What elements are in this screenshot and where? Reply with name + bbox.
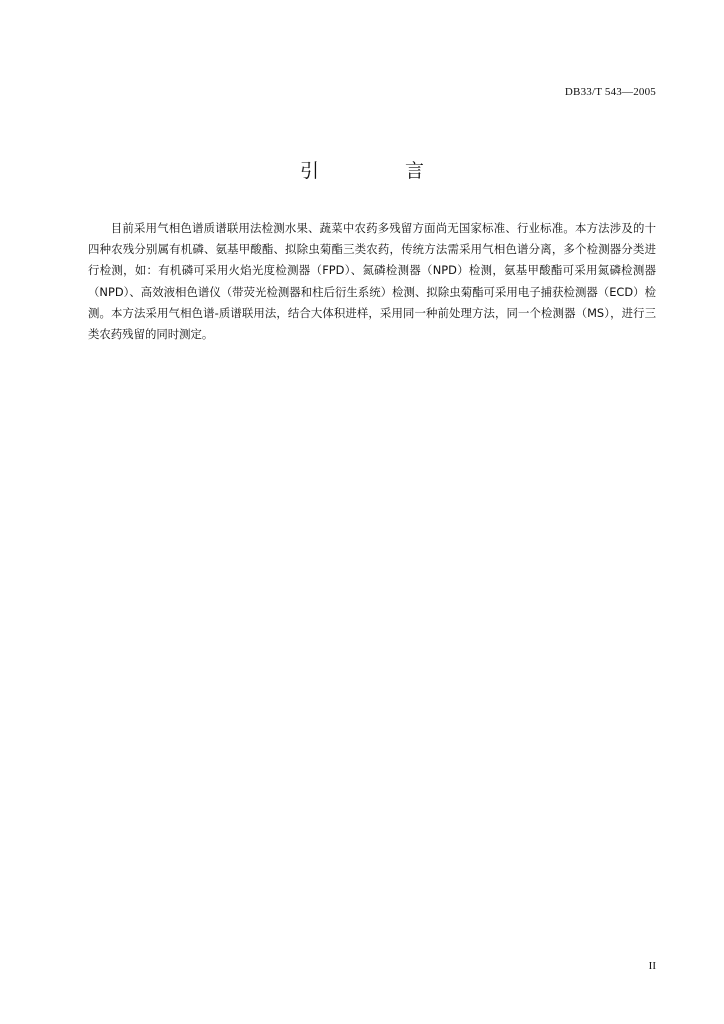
page-title: 引 言 bbox=[299, 160, 465, 182]
page-number: II bbox=[648, 960, 656, 972]
document-code: DB33/T 543—2005 bbox=[564, 86, 656, 98]
introduction-paragraph: 目前采用气相色谱质谱联用法检测水果、蔬菜中农药多残留方面尚无国家标准、行业标准。本方法涉及的十四种农残分别属有机磷、氨基甲酸酯、拟除虫菊酯三类农药，传统方法需采用气相色谱分离，多个检测器分类进行检测，如：有机磷可采用火焰光度检测器（FPD）、氮磷检测器（NPD）检测，氨基甲酸酯可采用氮磷检测器（NPD）、高效液相色谱仪（带荧光检测器和柱后衍生系统）检测、拟除虫菊酯可采用电子捕获检测器（ECD）检测。本方法采用气相色谱-质谱联用法，结合大体积进样，采用同一种前处理方法，同一个检测器（MS），进行三类农药残留的同时测定。 bbox=[88, 221, 656, 342]
